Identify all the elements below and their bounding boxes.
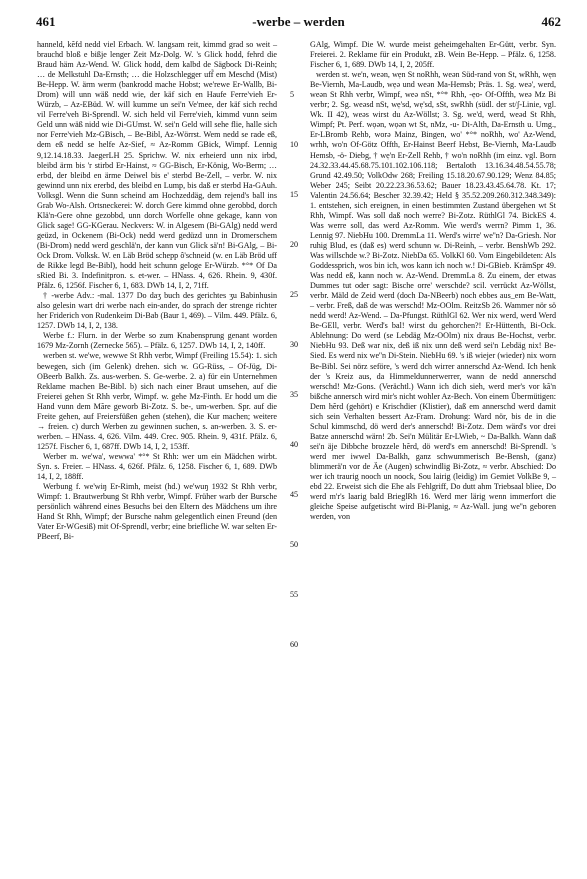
entry-werbe-f: Werbe f.: Flurn. in der Werbe so zum Knabensprung genant worden 1679 Mz-Zornh (Zernecke 565). – Pfälz. 6, 1257. DWb 14, I, 2, 140ff. (37, 331, 277, 351)
entry-text: hanneld, kẽfd nedd viel Erbach. W. langsam reit, kimmd grad so weit – brauchd bloß e bißje lenger Zeit Mz-Dolg. W. 's Glick hodd, fehrd die Braud häm Az-Wend. W. Glick hodd, dem kalbd de Sägbock Di-Reinh; … de Melkstuhl Da-Ernsth; … die Holzschlegger uff̃ em Meschd (Mist) Be-Hepp. W. ärm werm (bankrodd mache Hobst; we'rewe Er-Wallb, Bi-Drom) will unn wäß nedd wie, der käf sich en Haufe Ferre'vieh Er-Würzb, – Az-EBüd. W. will kumme un sei'n Ve'mee, der käf sich rechd vil Ferre'veh Bi-Sprendl. W. sich held vil Ferre'vieh, kimmd vunn seim Geld unn wäß nidd wie Di-GUmst. W. sei'n Geld will sehe flie, halle sich nor Ferre'vieh Mz-GBisch, – Be-Bibl, Az-Wörrst. Wem nedd se rade eß, dem eß nedd se helfe Az-Sief, ≈ Az-Romm GBick, Wimpf. Lennig 9,12.14.18.33. JaegerLH 25. Sprichw. W. nix erheierd unn nix irbd, bleibd ärm bis 'r stirbd Er-Hainst, ≈ GG-Bisch, Er-König, Wo-Berm; … erbd, der bleibd en ärme Deiwel bis e' sterbd Be-Zell, – verbr. W. nix gewinnd unn nix ererbd, des bleibd en Lump, bis daß er sterbd Ha-GAuh. Volksgl. Wenn die Sunn scheind am Hochzeddäg, dem rejend's ball ins Grab Wo-Alsh. Ortsneckerei: W. dorch Gere kimmd ohne gerobbd, dorch Klä'n-Gere ohne gezobbd, unn dorch Worfelle ohne gekage, kann von Glick sage! GG-KGerau. Neckvers: W. in Algesem (Bi-GAlg) nedd werd geüzd, in Ockenem (Bi-Ock) nedd werd gedüzd unn in Dromerschem (Bi-Drom) nedd werd geschlä'n, der kann vun Glick sä'n! Bi-GAlg, – Bi-Ock Drom. Volksk. W. en Läb Bröd schepp ô'schneid (w. en Läb Bröd uff de Rikke legd Be-Bibl), hodd heit schunn geloge Er-Würzb. *°* Of Da sRied Bi. 3. Indefinitpron. s. et-wer. – HNass. 4, 626. Rhein. 9, 430f. Pfälz. 6, 1256f. Fischer 6, 1, 683. DWb 14, I, 2, 71ff. (37, 40, 277, 291)
entry-werbe-adv: † -werbe Adv.: -mal. 1377 Do daʒ buch des gerichtes ʒu Babinhusin also gelesin wart dri werbe nach ein-ander, do sprach der strenge richter her Friderich von Rudenkeim Di-Bab (Baur 1, 469). – Vilm. 449. Pfälz. 6, 1257. DWb 14, I, 2, 138. (37, 291, 277, 331)
right-column (310, 40, 556, 522)
line-number: 30 (290, 340, 299, 349)
page-number-left: 461 (36, 14, 56, 29)
entry-werbung-cont: GAlg, Wimpf. Die W. wurde meist geheimgehalten Er-Gütt, verbr. Syn. Freierei. 2. Reklame für ein Produkt, zB. Wein Be-Hepp. – Pfälz. 6, 1258. Fischer 6, 1, 689. DWb 14, I, 2, 205ff. (310, 40, 556, 70)
running-header (36, 14, 561, 32)
entry-werden: werden st. we'n, weən, wẹn St noRhh, weən Süd-rand von St, wRhh, wẹn Be-Viernh, Ma-Laudb, wẹə und weən Ma-Hemsb; Präs. 1. Sg. weə', werd, weən St Rhh verbr, Wimpf, weə nSt, *°* Rhh, -ẹo- Of-Offth, weə Mz Bi verbr; 2. Sg. weəsd nSt, wẹ'sd, wẹ'sd, sSt, swRhh (südl. der st/ʃ-Linie, vgl. Wk. II 42), weəs wirst du Az-Wöllst; 3. Sg. we'd, werd, weəd St Rhh, Wimpf; Pt. Perf. wọən, wọən wt St, nMz, -u- Di-Alth, Da-Ernsth u. Umg., Er-LBromb Rehb, worə Mainz, Bingen, wo' *°* noRhh, wo' Az-Wend, wrhh, wo'n Of-Götz Offth, Er-Hainst Beerf Hebst, Be-Viernh, Ma-Laudb Hemsb, -ö- Diebg, † wẹ'n Er-Zell Rehb, † wo'n noRhh (im einz. vgl. Born 24.32.33.44.45.68.75.101.102.106.118; Bertaloth 13.16.34.48.54.55.78; Grund 42.49.50; VolkOdw 268; Freiling 15.18.20.67.90.129; Wenz 84.85; Weber 245; Seibt 20.22.23.36.53.62; Bauer 18.23.43.45.64.78. Kt. 17; Valentin 24.56.64; Bescher 32.39.42; Held § 35.52.209.260.312.348.349): 1. entstehen, sich ereignen, in einen bestimmten Zustand übergehen wt St Rhh, Wimpf. Was soll daß noch werre? Bi-Zotz. RüthlGl 74. BickES 4. Was werre soll, das werd Az-Romm. Wie werd's werrn? Pimm 1, 36. Lennig 97. NiebHu 100. DremmLa 11. Werd's wirre' we''n? Da-Griesh. Nor ruhig Blud, es (daß es) werd schunn w. Di-Reinh, – verbr. BenshWb 292. Was willschde w.? Bi-Zotz. NiebDa 65. VolkKl 60. Vom Eingebildeten: Als Goddessprich, wos bin ich, wos kann ich noch w.! Di-GBieb. KrämSpr 49. Was nedd eß, kann noch w. Az-Wend. DremmLa 8. Zu einem, der etwas Dummes tut oder sagt: Bische orre' werschde? scil. verrückt Az-Wöllst, verbr. Mäld de Zeid werd (doch Da-NBeerb) noch ebbes aus_em Be-Watt, – verbr. Freß, daß de was werschd! Mz-OOlm. ReitzSb 26. Wammer nör sö nedd werd! Az-Wend. – Da-Pfungst. RüthlGl 62. Wer nix werd, werd Werd Be-GEll, verbr. Werd's bal! wirst du gehorchen?! Er-Hüttenth, Bi-Ock. Ablehnung: Do werd (se Lebdäg Mz-OOlm) nix draus Be-Hochst, verbr. NiebHu 93. Deß war nix, deß iß nix unn deß werd sei'n Lebdäg nix! Be-Sied. Es werd nix we''n Di-Stein. NiebHu 69. 's iß wiejer (wieder) nix worn Be-Bibl. Sei nörz seföre, 's werd dch wirrer annerschd Az-Wend. Ich henk der 's Kreiz aus, da Himmeldunnerwerrer, wann de nedd annerschd werschd! Mz-Gons. (Verächtl.) Wann ich dich sieh, werd mer's vor kã'n bißche annersch wird mir's nicht wohler Az-Bech. Von einem Übermütigen: Dem hẽrd (gehört) e Krischdier (Klistier), daß em annerschd werd damit sich sein Verhalten bessert Az-Fram. Drohung: Ward nör, bis de in die Schul kimmschd, dö werd der's annerschd! Bi-Zotz. Dem wärd's vor drei Batze annerschd wärn! 2b. Sei'n Mülitär Er-LWieb, ~ Da-Balkh. Wann daß sei'n äje Dibbche brozzele hẽrd, dö werd's em annerschd! Bi-Sprendl. 's werd mer iwwel Da-Balkh, ganz schwummerisch Be-Bensh, (ganz) blimmerä'n vor de Äe (Augen) schwindlig Bi-Zotz, ≈ verbr. Abschied: Do wer ich traurig nooch un noock, Sou lairig (leidig) im Gemiet VolkBe 9, – ebd 22. Erweist sich die Ehe als Fehlgriff, Do dutt ahm Triebsaal bliee, Do werd m'r's laarig bald BrieglRh 16. Werd mer lärig wenn immerfort die gleiche Speise aufgetischt wird Bi-Planig, ≈ Az-Wall. jung we''n geboren werden, von (310, 70, 556, 522)
left-column (37, 40, 277, 542)
line-number: 40 (290, 440, 299, 449)
line-number: 55 (290, 590, 299, 599)
line-number: 35 (290, 390, 299, 399)
line-number: 25 (290, 290, 299, 299)
line-number: 60 (290, 640, 299, 649)
entry-werbung: Werbung f. we'wiŋ Er-Rimh, meist (hd.) we'wuŋ 1932 St Rhh verbr, Wimpf: 1. Brautwerbung St Rhh verbr, Wimpf. Früher warb der Bursche persönlich während eines Besuchs bei den Eltern des Mädchens um ihre Hand St Rhh, Wimpf; der Bursche nahm gelegentlich einen Freund (den Vater Er-WGesiß) mit Of-Sprendl, verbr; eine briefliche W. war selten Er-PBeerf, Bi- (37, 482, 277, 542)
line-number: 15 (290, 190, 299, 199)
entry-werber: Werber m. we'wa', wewwa' *°* St Rhh: wer um ein Mädchen wirbt. Syn. s. Freier. – HNass. 4, 626f. Pfälz. 6, 1258. Fischer 6, 1, 689. DWb 14, I, 2, 188ff. (37, 451, 277, 482)
header-keywords: -werbe – werden (252, 14, 345, 29)
entry-werben: werben st. we'we, wewwe St Rhh verbr, Wimpf (Freiling 15.54): 1. sich bewegen, sich (im Gelenk) drehen. sich w. GG-Rüss, – Of-Jüg, Di-OBeerb Balkh. Zs. aus-werben. S. Ge-werbe. 2. a) für ein Unternehmen Reklame machen Be-Bibl. b) sich nach einer Braut umsehen, auf die Freierei gehen St Rhh verbr, Wimpf. w. gehe Mz-Finth. Er hodd um die Hand vunn dem Mãre geworb Bi-Zotz. S. be-, um-werben. Spr. auf die Freite gehen, auf Freiersfüßen gehen (stehen), die Kur machen; weitere → freien. c) durch Werben zu gewinnen suchen, s. an-werben. 3. S. er-werben. – HNass. 4, 626. Vilm. 449. Crec. 905. Rhein. 9, 431f. Pfälz. 6, 1257f. Fischer 6, 1, 687ff. DWb 14, I, 2, 153ff. (37, 351, 277, 451)
line-number: 20 (290, 240, 299, 249)
page-number-right: 462 (541, 14, 561, 29)
line-number: 10 (290, 140, 299, 149)
line-number: 5 (290, 90, 295, 99)
line-number: 50 (290, 540, 299, 549)
line-number: 45 (290, 490, 299, 499)
